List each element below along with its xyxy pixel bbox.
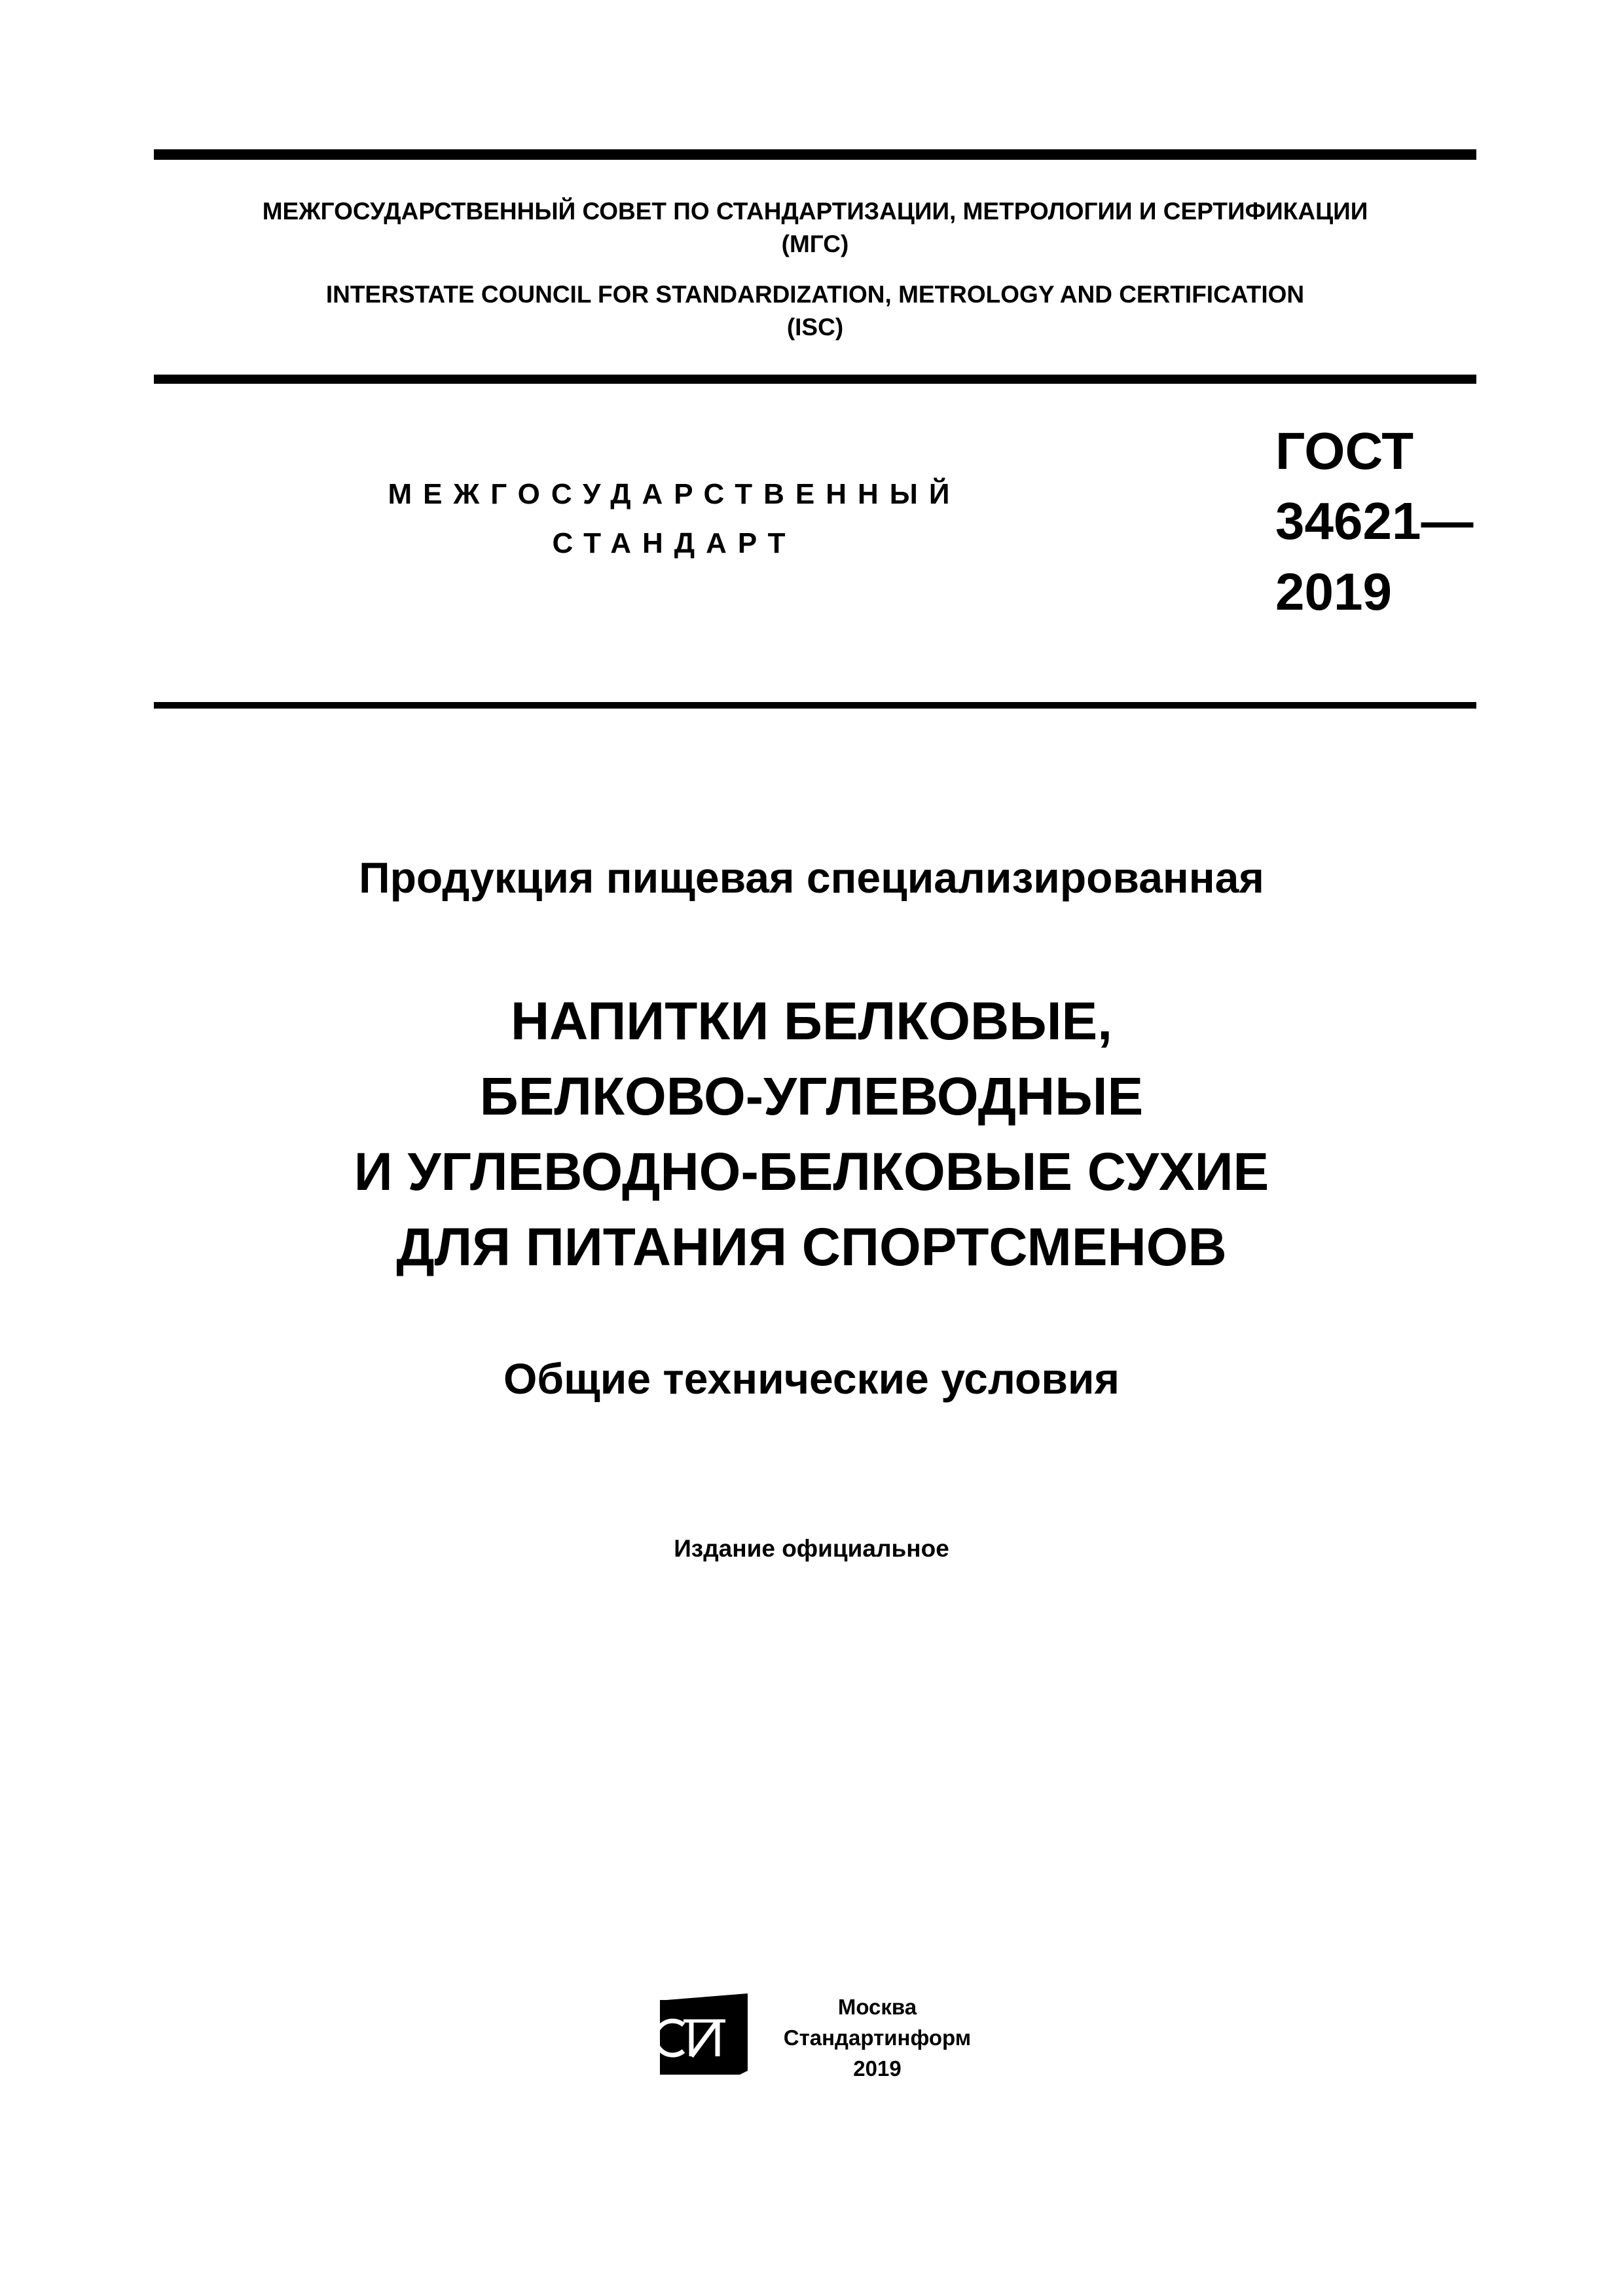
top-divider xyxy=(154,149,1476,160)
document-subject: Продукция пищевая специализированная xyxy=(359,853,1264,902)
standard-kind-line1: МЕЖГОСУДАРСТВЕННЫЙ xyxy=(388,478,961,510)
edition-note: Издание официальное xyxy=(674,1535,949,1562)
council-name-ru: МЕЖГОСУДАРСТВЕННЫЙ СОВЕТ ПО СТАНДАРТИЗАЦИИ, МЕТРОЛОГИИ И СЕРТИФИКАЦИИ xyxy=(262,198,1368,225)
lower-divider xyxy=(154,702,1476,709)
document-title-line1: НАПИТКИ БЕЛКОВЫЕ, xyxy=(510,991,1113,1051)
imprint-year: 2019 xyxy=(853,2056,902,2081)
document-title-line2: БЕЛКОВО-УГЛЕВОДНЫЕ xyxy=(479,1067,1144,1126)
council-abbr-ru: (МГС) xyxy=(781,231,849,257)
standard-designation-line2: 34621— xyxy=(1275,492,1474,550)
council-abbr-en: (ISC) xyxy=(786,314,844,341)
imprint-city: Москва xyxy=(837,1995,917,2019)
standard-designation-line1: ГОСТ xyxy=(1275,422,1414,480)
standard-kind-line2: СТАНДАРТ xyxy=(552,527,797,559)
document-subtitle: Общие технические условия xyxy=(503,1354,1120,1403)
standard-designation-line3: 2019 xyxy=(1275,563,1392,621)
document-title-line3: И УГЛЕВОДНО-БЕЛКОВЫЕ СУХИЕ xyxy=(354,1142,1269,1202)
council-name-en: INTERSTATE COUNCIL FOR STANDARDIZATION, METROLOGY AND CERTIFICATION xyxy=(325,281,1305,308)
imprint-publisher: Стандартинформ xyxy=(783,2026,972,2050)
document-title-line4: ДЛЯ ПИТАНИЯ СПОРТСМЕНОВ xyxy=(396,1217,1227,1277)
standartinform-logo-icon xyxy=(657,1991,749,2077)
middle-divider xyxy=(154,375,1476,384)
